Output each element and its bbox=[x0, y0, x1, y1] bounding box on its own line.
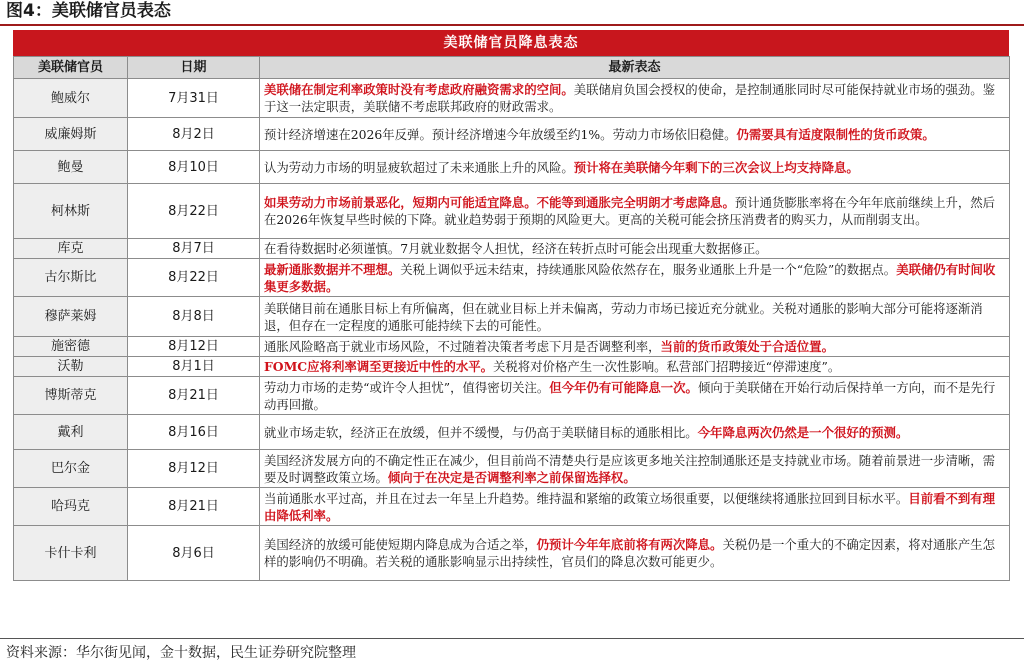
statement-date: 8月22日 bbox=[128, 259, 260, 297]
official-name: 威廉姆斯 bbox=[14, 118, 128, 151]
statement-text: 预计经济增速在2026年反弹。预计经济增速今年放缓至约1%。劳动力市场依旧稳健。 bbox=[264, 126, 737, 142]
latest-statement bbox=[260, 151, 1010, 184]
table-row bbox=[14, 259, 1010, 297]
statement-text: 美国经济发展方向的不确定性正在减少，但目前尚不清楚央行是应该更多地关注控制通胀还是支持就业市场。随着前景进一步清晰，需要及时调整政策立场。 bbox=[264, 452, 996, 485]
latest-statement bbox=[260, 415, 1010, 450]
table-body bbox=[14, 79, 1010, 581]
statement-text: 就业市场走软，经济正在放缓，但并不缓慢，与仍高于美联储目标的通胀相比。 bbox=[264, 424, 698, 440]
statement-text: 在看待数据时必须谨慎。7月就业数据令人担忧，经济在转折点时可能会出现重大数据修正。 bbox=[264, 241, 768, 256]
statement-date: 8月12日 bbox=[128, 337, 260, 357]
statement-date: 8月22日 bbox=[128, 184, 260, 239]
column-header-row bbox=[14, 57, 1010, 79]
latest-statement bbox=[260, 357, 1010, 377]
official-name: 古尔斯比 bbox=[14, 259, 128, 297]
table-row bbox=[14, 118, 1010, 151]
statement-date: 8月8日 bbox=[128, 297, 260, 337]
statement-text: 美联储目前在通胀目标上有所偏离，但在就业目标上并未偏离，劳动力市场已接近充分就业。关税对通胀的影响大部分可能将逐渐消退，但存在一定程度的通胀可能持续下去的可能性。 bbox=[264, 300, 983, 333]
statement-text: 当前通胀水平过高，并且在过去一年呈上升趋势。维持温和紧缩的政策立场很重要，以便继续将通胀拉回到目标水平。 bbox=[264, 490, 909, 506]
latest-statement bbox=[260, 79, 1010, 118]
statement-highlight: 美联储仍有时间收集更多数据。 bbox=[264, 261, 996, 294]
official-name: 柯林斯 bbox=[14, 184, 128, 239]
table-row bbox=[14, 377, 1010, 415]
official-name: 施密德 bbox=[14, 337, 128, 357]
title-divider bbox=[0, 24, 1024, 26]
statement-text: 美国经济的放缓可能使短期内降息成为合适之举， bbox=[264, 537, 537, 552]
table-row bbox=[14, 297, 1010, 337]
statement-text: 预计通货膨胀率将在今年年底前继续上升，然后在2026年恢复早些时候的下降。就业趋势弱于预期的风险更大。更高的关税可能会挤压消费者的购买力，从而削弱支出。 bbox=[264, 195, 996, 227]
table-row bbox=[14, 415, 1010, 450]
table-title: 美联储官员降息表态 bbox=[13, 30, 1009, 56]
official-name: 卡什卡利 bbox=[14, 526, 128, 581]
statement-text: 关税上调似乎远未结束，持续通胀风险依然存在，服务业通胀上升是一个“危险”的数据点。 bbox=[400, 261, 897, 277]
statement-date: 8月6日 bbox=[128, 526, 260, 581]
statement-highlight: 当前的货币政策处于合适位置。 bbox=[660, 339, 834, 354]
latest-statement bbox=[260, 450, 1010, 488]
official-name: 库克 bbox=[14, 239, 128, 259]
statement-highlight: 今年降息两次仍然是一个很好的预测。 bbox=[697, 424, 909, 440]
latest-statement bbox=[260, 184, 1010, 239]
official-name: 沃勒 bbox=[14, 357, 128, 377]
latest-statement bbox=[260, 377, 1010, 415]
column-header-date: 日期 bbox=[128, 57, 260, 79]
latest-statement bbox=[260, 488, 1010, 526]
official-name: 鲍曼 bbox=[14, 151, 128, 184]
table-row bbox=[14, 488, 1010, 526]
statement-date: 8月2日 bbox=[128, 118, 260, 151]
table-row bbox=[14, 79, 1010, 118]
table-row bbox=[14, 337, 1010, 357]
statement-text: 倾向于美联储在开始行动后保持单一方向，而不是先行动再回撤。 bbox=[264, 379, 996, 412]
statement-text: 关税仍是一个重大的不确定因素，将对通胀产生怎样的影响仍不明确。若关税的通胀影响显示出持续性，官员们的降息次数可能更少。 bbox=[264, 537, 996, 569]
source-divider bbox=[0, 638, 1024, 639]
statement-highlight: FOMC应将利率调至更接近中性的水平。 bbox=[264, 359, 494, 374]
official-name: 博斯蒂克 bbox=[14, 377, 128, 415]
statement-highlight: 仍需要具有适度限制性的货币政策。 bbox=[736, 126, 935, 142]
statement-date: 8月21日 bbox=[128, 377, 260, 415]
statement-highlight: 但今年仍有可能降息一次。 bbox=[549, 379, 698, 395]
table-row bbox=[14, 184, 1010, 239]
source-note: 资料来源：华尔街见闻，金十数据，民生证券研究院整理 bbox=[6, 645, 356, 661]
latest-statement bbox=[260, 337, 1010, 357]
statement-date: 8月16日 bbox=[128, 415, 260, 450]
official-name: 鲍威尔 bbox=[14, 79, 128, 118]
latest-statement bbox=[260, 118, 1010, 151]
statement-date: 8月12日 bbox=[128, 450, 260, 488]
statement-highlight: 如果劳动力市场前景恶化，短期内可能适宜降息。不能等到通胀完全明朗才考虑降息。 bbox=[264, 195, 735, 210]
latest-statement bbox=[260, 526, 1010, 581]
official-name: 戴利 bbox=[14, 415, 128, 450]
official-name: 巴尔金 bbox=[14, 450, 128, 488]
statement-text: 通胀风险略高于就业市场风险，不过随着决策者考虑下月是否调整利率， bbox=[264, 339, 661, 354]
statement-highlight: 预计将在美联储今年剩下的三次会议上均支持降息。 bbox=[573, 159, 859, 175]
latest-statement bbox=[260, 259, 1010, 297]
statement-highlight: 仍预计今年年底前将有两次降息。 bbox=[536, 537, 723, 552]
official-name: 哈玛克 bbox=[14, 488, 128, 526]
statement-date: 7月31日 bbox=[128, 79, 260, 118]
statement-text: 认为劳动力市场的明显疲软超过了未来通胀上升的风险。 bbox=[264, 159, 574, 175]
latest-statement bbox=[260, 297, 1010, 337]
statement-date: 8月21日 bbox=[128, 488, 260, 526]
statement-text: 关税将对价格产生一次性影响。私营部门招聘接近“停滞速度”。 bbox=[493, 359, 841, 374]
statement-highlight: 目前看不到有理由降低利率。 bbox=[264, 490, 996, 523]
column-header-statement: 最新表态 bbox=[260, 57, 1010, 79]
figure-title: 图4：美联储官员表态 bbox=[6, 1, 171, 21]
table-row bbox=[14, 239, 1010, 259]
statement-date: 8月1日 bbox=[128, 357, 260, 377]
table-row bbox=[14, 357, 1010, 377]
statement-text: 劳动力市场的走势“或许令人担忧”，值得密切关注。 bbox=[264, 379, 550, 395]
statement-highlight: 美联储在制定利率政策时没有考虑政府融资需求的空间。 bbox=[264, 82, 574, 97]
table-row bbox=[14, 526, 1010, 581]
officials-table bbox=[13, 30, 1009, 581]
statement-highlight: 最新通胀数据并不理想。 bbox=[264, 261, 401, 277]
statement-highlight: 倾向于在决定是否调整利率之前保留选择权。 bbox=[387, 469, 636, 485]
latest-statement bbox=[260, 239, 1010, 259]
statement-date: 8月10日 bbox=[128, 151, 260, 184]
table-row bbox=[14, 151, 1010, 184]
statement-date: 8月7日 bbox=[128, 239, 260, 259]
table-row bbox=[14, 450, 1010, 488]
official-name: 穆萨莱姆 bbox=[14, 297, 128, 337]
column-header-official: 美联储官员 bbox=[14, 57, 128, 79]
statement-text: 美联储肩负国会授权的使命，是控制通胀同时尽可能保持就业市场的强劲。鉴于这一法定职责，美联储不考虑联邦政府的财政需求。 bbox=[264, 82, 996, 114]
